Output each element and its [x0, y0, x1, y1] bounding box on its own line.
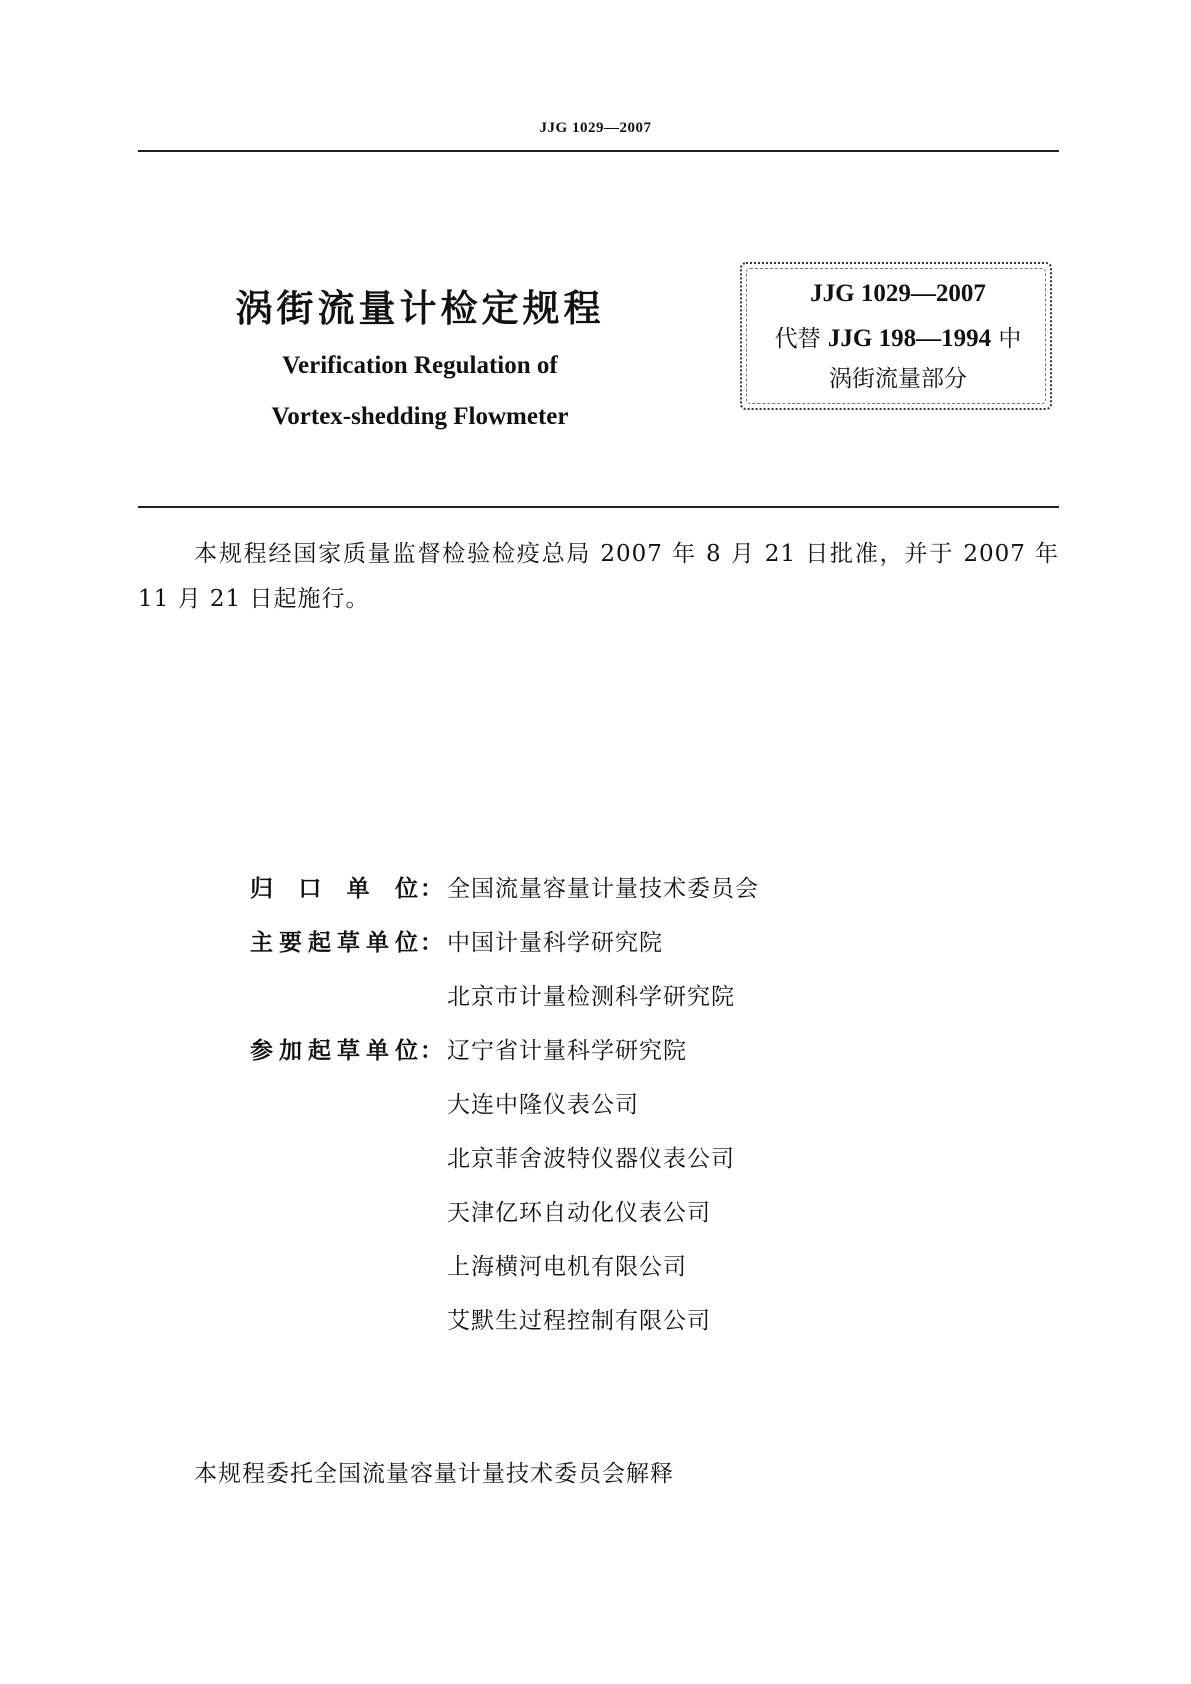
participating-unit: 辽宁省计量科学研究院: [447, 1038, 687, 1064]
approval-statement: 本规程经国家质量监督检验检疫总局 2007 年 8 月 21 日批准，并于 2007 年 11 月 21 日起施行。: [138, 541, 1059, 612]
participating-unit-label: [250, 1024, 418, 1078]
main-drafting-unit: 北京市计量检测科学研究院: [447, 984, 735, 1010]
replaces-line: [742, 320, 1054, 353]
english-title-line1: Verification Regulation of: [282, 352, 558, 379]
label-char: 位: [395, 930, 418, 956]
centralized-unit-label: [250, 862, 418, 916]
chinese-title: 涡街流量计检定规程: [235, 287, 605, 330]
label-char: 归: [250, 876, 273, 902]
standard-code: JJG 1029—2007: [810, 280, 986, 307]
english-title-line2: Vortex-shedding Flowmeter: [271, 403, 569, 430]
label-char: 单: [366, 1038, 389, 1064]
label-char: 草: [337, 1038, 360, 1064]
replaced-standard-code: JJG 198—1994: [827, 325, 992, 352]
label-char: 要: [279, 930, 302, 956]
participating-unit: 北京菲舍波特仪器仪表公司: [447, 1146, 735, 1172]
label-colon: ：: [420, 876, 443, 902]
label-char: 草: [337, 930, 360, 956]
label-char: 参: [250, 1038, 273, 1064]
label-char: 加: [279, 1038, 302, 1064]
main-drafting-unit-label: [250, 916, 418, 970]
label-colon: ：: [420, 930, 443, 956]
interpretation-statement: 本规程委托全国流量容量计量技术委员会解释: [194, 1461, 674, 1487]
section-rule: [138, 506, 1059, 508]
label-colon: ：: [420, 1038, 443, 1064]
main-drafting-unit: 中国计量科学研究院: [447, 930, 663, 956]
label-char: 位: [395, 1038, 418, 1064]
replaces-prefix: 代替: [774, 326, 821, 352]
replaced-part: 涡街流量部分: [829, 366, 967, 392]
participating-unit: 天津亿环自动化仪表公司: [447, 1200, 711, 1226]
label-char: 口: [298, 876, 322, 902]
participating-unit: 大连中隆仪表公司: [447, 1092, 639, 1118]
centralized-unit: 全国流量容量计量技术委员会: [447, 876, 759, 902]
participating-unit: 上海横河电机有限公司: [447, 1254, 687, 1280]
header-rule: [138, 150, 1059, 152]
label-char: 位: [394, 876, 418, 902]
label-char: 单: [366, 930, 389, 956]
label-char: 主: [250, 930, 273, 956]
replaces-suffix: 中: [998, 326, 1022, 352]
label-char: 单: [346, 876, 370, 902]
label-char: 起: [308, 930, 331, 956]
participating-unit: 艾默生过程控制有限公司: [447, 1308, 711, 1334]
standard-number-box: [740, 262, 1052, 410]
running-header-code: JJG 1029—2007: [539, 120, 652, 136]
label-char: 起: [308, 1038, 331, 1064]
